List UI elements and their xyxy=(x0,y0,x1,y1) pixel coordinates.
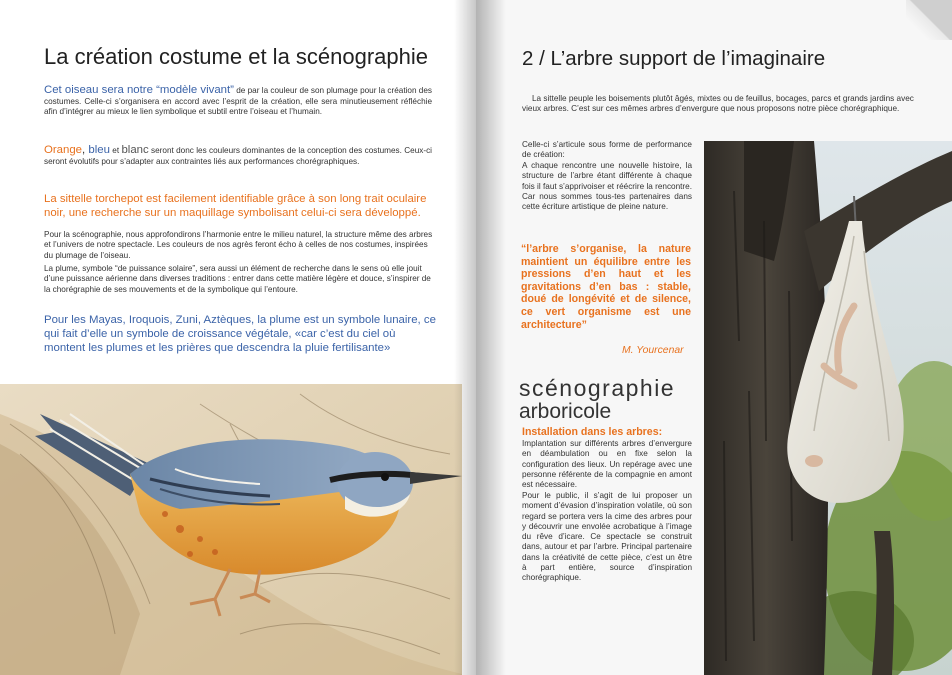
left-page-title: La création costume et la scénographie xyxy=(44,44,429,69)
left-paragraph-4b: La plume, symbole “de puissance solaire”, sera aussi un élément de recherche dans le sens où elle jouit d’une puissance aérienne dans diverses traditions : entrer dans cette matière légère et douce, s’inspirer de la chorégraphie de ses mouvements et de la symbolique qui l’entoure. xyxy=(44,264,431,294)
quote-author: M. Yourcenar xyxy=(622,345,684,356)
page-curl xyxy=(906,0,952,40)
right-col-paragraph-1: Celle-ci s’articule sous forme de performance de création: xyxy=(522,140,692,160)
left-paragraph-3: La sittelle torchepot est facilement identifiable grâce à son long trait oculaire noir, une recherche sur un maquillage symbolisant celui-ci sera développé. xyxy=(44,193,427,219)
left-paragraph-1: Cet oiseau sera notre “modèle vivant” de par la couleur de son plumage pour la création des costumes. Celle-ci s’organisera en accord avec l’esprit de la création, elle sera minutieusement réfléchie afin d’intégrer au mieux le lien symbolique et subtil entre l’oiseau et l’humain. xyxy=(44,84,433,117)
color-white-word: blanc xyxy=(121,144,149,156)
right-page-title: 2 / L’arbre support de l’imaginaire xyxy=(522,47,826,70)
install-paragraph-2: Pour le public, il s’agit de lui proposer un moment d’évasion d’inspiration volatile, où son regard se portera vers la cime des arbres pour y découvrir une envolée acrobatique à l’image du rêve d’icare. Ce spectacle se construit dans, autour et par l’arbre. Principal partenaire dans la créativité de cette pièce, c’est un être à part entière, source d’inspiration chorégraphique. xyxy=(522,491,692,583)
left-paragraph-4a: Pour la scénographie, nous approfondirons l’harmonie entre le milieu naturel, la structure même des arbres et l’univers de notre spectacle. Les couleurs de nos agrès feront écho à celles de nos costumes, inspirées du plumage de l’oiseau. xyxy=(44,230,433,260)
left-spine-shadow xyxy=(454,0,476,675)
arboricole-heading: arboricole xyxy=(519,400,612,423)
right-col-paragraph-2: A chaque rencontre une nouvelle histoire, la structure de l’arbre étant différente à chaque fois il faut s’apprivoiser et réécrire la rencontre. Car nous sommes tous-tes partenaires dans cette écriture artistique de pleine nature. xyxy=(522,161,692,212)
left-paragraph-2: Orange, bleu et blanc seront donc les couleurs dominantes de la conception des costumes. Ceux-ci seront évolutifs pour s’adapter aux contraintes liés aux performances chorégraphiques. xyxy=(44,144,432,166)
tree-aerial-photo xyxy=(704,141,952,675)
model-vivant-highlight: Cet oiseau sera notre “modèle vivant” xyxy=(44,84,234,96)
right-page xyxy=(476,0,952,675)
install-paragraph-1: Implantation sur différents arbres d’envergure en déambulation ou en fixe selon la configuration des lieux. Un repérage avec une personne référente de la compagnie en amont est nécessaire. xyxy=(522,439,692,490)
right-intro: La sittelle peuple les boisements plutôt âgés, mixtes ou de feuillus, bocages, parcs et grands jardins avec vieux arbres. C’est sur ces mêmes arbres d’envergure que nous proposons notre pièce chorégraphique. xyxy=(522,94,914,114)
install-heading: Installation dans les arbres: xyxy=(522,426,663,438)
nuthatch-illustration xyxy=(0,384,462,675)
color-blue-word: bleu xyxy=(88,144,110,156)
color-orange-word: Orange xyxy=(44,144,82,156)
right-spine-shadow xyxy=(476,0,506,675)
left-paragraph-5: Pour les Mayas, Iroquois, Zuni, Aztèques, la plume est un symbole lunaire, ce qui fait d’elle un symbole de croissance végétale, «car c’est du ciel où montent les plumes et les prières que descendra la pluie fertilisante» xyxy=(44,314,436,354)
yourcenar-quote: “l’arbre s’organise, la nature maintient un équilibre entre les pressions d’en haut et les gravitations d’en bas : stable, doué de longévité et de silence, ce vert organisme est une architecture” xyxy=(521,243,691,331)
scenographie-heading: scénographie xyxy=(519,375,676,401)
